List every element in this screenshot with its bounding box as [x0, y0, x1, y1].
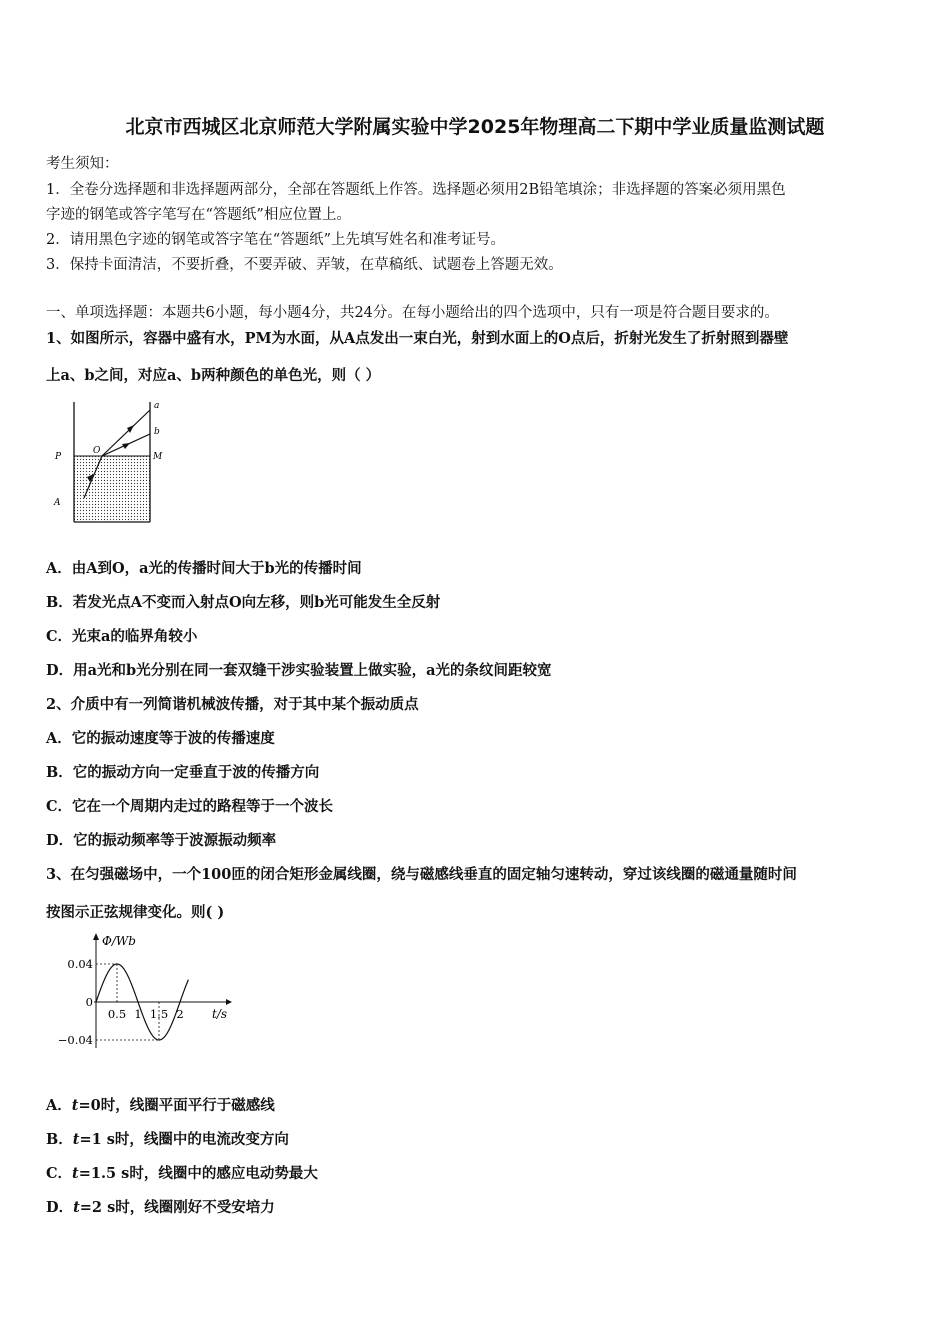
y-tick-label-top: 0.04: [67, 957, 93, 971]
q1-refraction-figure: [46, 398, 186, 528]
q1-stem-line1: 1、如图所示，容器中盛有水，PM为水面，从A点发出一束白光，射到水面上的O点后，折射光发生了折射照到器壁: [46, 330, 789, 347]
q2-stem: 2、介质中有一列简谐机械波传播，对于其中某个振动质点: [46, 696, 419, 713]
x-tick-label-0.5: 0.5: [107, 1007, 127, 1021]
y-axis-label: Φ/Wb: [102, 934, 136, 948]
q1-option-b: B．若发光点A不变而入射点O向左移，则b光可能发生全反射: [46, 594, 441, 611]
x-axis-arrow: [226, 999, 232, 1005]
label-P: P: [55, 452, 62, 462]
q1-option-c: C．光束a的临界角较小: [46, 628, 198, 645]
q3-option-c: C．t=1.5 s时，线圈中的感应电动势最大: [46, 1165, 318, 1182]
x-axis-label: t/s: [212, 1007, 228, 1021]
x-tick-label-2: 2: [176, 1007, 184, 1021]
y-axis-arrow: [93, 933, 99, 940]
q1-stem-line2: 上a、b之间，对应a、b两种颜色的单色光，则（ ）: [46, 367, 381, 384]
q1-option-a: A．由A到O，a光的传播时间大于b光的传播时间: [46, 560, 362, 577]
exam-title: 北京市西城区北京师范大学附属实验中学2025年物理高二下期中学业质量监测试题: [125, 116, 825, 138]
notice-item-3: 3．保持卡面清洁，不要折叠，不要弄破、弄皱，在草稿纸、试题卷上答题无效。: [46, 257, 563, 273]
refracted-ray-a: [102, 410, 150, 456]
q3-stem-line2: 按图示正弦规律变化。则( ): [46, 904, 225, 921]
label-a: a: [154, 401, 160, 411]
notice-item-1-cont: 字迹的钢笔或答字笔写在“答题纸”相应位置上。: [46, 207, 351, 223]
q3-flux-chart: [54, 930, 244, 1055]
label-A: A: [54, 498, 61, 508]
q1-option-d: D．用a光和b光分别在同一套双缝干涉实验装置上做实验，a光的条纹间距较宽: [46, 662, 552, 679]
q3-option-a: A．t=0时，线圈平面平行于磁感线: [46, 1097, 275, 1114]
q3-option-b: B．t=1 s时，线圈中的电流改变方向: [46, 1131, 289, 1148]
q2-option-d: D．它的振动频率等于波源振动频率: [46, 832, 277, 849]
notice-heading: 考生须知：: [46, 156, 119, 172]
x-tick-label-1: 1: [134, 1007, 142, 1021]
section-heading: 一、单项选择题：本题共6小题，每小题4分，共24分。在每小题给出的四个选项中，只有一项是符合题目要求的。: [46, 305, 779, 321]
q2-option-b: B．它的振动方向一定垂直于波的传播方向: [46, 764, 320, 781]
q3-option-d: D．t=2 s时，线圈刚好不受安培力: [46, 1199, 275, 1216]
q2-option-a: A．它的振动速度等于波的传播速度: [46, 730, 275, 747]
y-tick-label-zero: 0: [85, 995, 93, 1009]
label-O: O: [93, 446, 101, 456]
x-tick-label-1.5: 1.5: [149, 1007, 169, 1021]
label-M: M: [153, 452, 163, 462]
q2-option-c: C．它在一个周期内走过的路程等于一个波长: [46, 798, 334, 815]
notice-item-1: 1．全卷分选择题和非选择题两部分，全部在答题纸上作答。选择题必须用2B铅笔填涂；非选择题的答案必须用黑色: [46, 182, 786, 198]
label-b: b: [154, 427, 160, 437]
y-tick-label-bottom: −0.04: [57, 1033, 93, 1047]
notice-item-2: 2．请用黑色字迹的钢笔或答字笔在“答题纸”上先填写姓名和准考证号。: [46, 232, 506, 248]
water-region: [74, 456, 150, 522]
q3-stem-line1: 3、在匀强磁场中，一个100匝的闭合矩形金属线圈，绕与磁感线垂直的固定轴匀速转动，穿过该线圈的磁通量随时间: [46, 866, 797, 883]
